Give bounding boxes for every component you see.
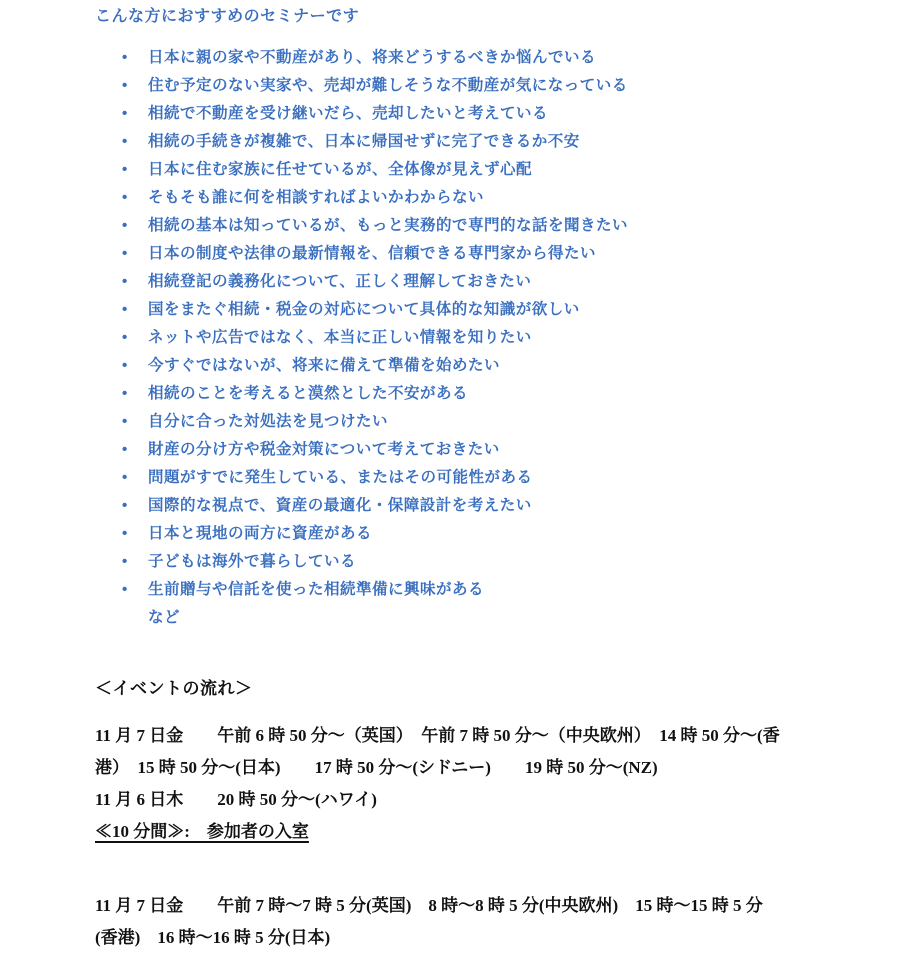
schedule-line: 11 月 6 日木 20 時 50 分～(ハワイ) <box>95 790 377 809</box>
recommend-list-item: • 国をまたぐ相続・税金の対応について具体的な知識が欲しい <box>148 296 864 324</box>
recommend-list-item: • 相続登記の義務化について、正しく理解しておきたい <box>148 268 864 296</box>
recommend-list <box>95 44 864 604</box>
schedule-line: 港） 15 時 50 分～(日本) 17 時 50 分～(シドニー) 19 時 50 分～(NZ) <box>95 758 658 777</box>
recommend-list-item: • 住む予定のない実家や、売却が難しそうな不動産が気になっている <box>148 72 864 100</box>
schedule-block-session-times <box>95 890 864 954</box>
recommend-section-title: こんな方におすすめのセミナーです <box>95 8 360 25</box>
recommend-trailing-text: など <box>148 609 181 626</box>
recommend-list-item: • 国際的な視点で、資産の最適化・保障設計を考えたい <box>148 492 864 520</box>
event-flow-heading: ＜イベントの流れ＞ <box>95 679 253 698</box>
recommend-list-item: • 相続の基本は知っているが、もっと実務的で専門的な話を聞きたい <box>148 212 864 240</box>
recommend-list-item: • ネットや広告ではなく、本当に正しい情報を知りたい <box>148 324 864 352</box>
recommend-list-item: • そもそも誰に何を相談すればよいかわからない <box>148 184 864 212</box>
recommend-list-item: • 相続で不動産を受け継いだら、売却したいと考えている <box>148 100 864 128</box>
recommend-list-item: • 財産の分け方や税金対策について考えておきたい <box>148 436 864 464</box>
schedule-block-start-times <box>95 720 864 816</box>
participant-entry-note: ≪10 分間≫: 参加者の入室 <box>95 822 309 841</box>
recommend-list-item: • 生前贈与や信託を使った相続準備に興味がある <box>148 576 864 604</box>
schedule-line: 11 月 7 日金 午前 7 時～7 時 5 分(英国) 8 時～8 時 5 分(中央欧州) 15 時～15 時 5 分 <box>95 896 763 915</box>
recommend-list-item: • 相続のことを考えると漠然とした不安がある <box>148 380 864 408</box>
recommend-list-item: • 自分に合った対処法を見つけたい <box>148 408 864 436</box>
recommend-list-item: • 日本に住む家族に任せているが、全体像が見えず心配 <box>148 156 864 184</box>
schedule-line: (香港) 16 時～16 時 5 分(日本) <box>95 928 331 947</box>
recommend-list-item: • 日本の制度や法律の最新情報を、信頼できる専門家から得たい <box>148 240 864 268</box>
recommend-list-item: • 子どもは海外で暮らしている <box>148 548 864 576</box>
recommend-list-item: • 問題がすでに発生している、またはその可能性がある <box>148 464 864 492</box>
schedule-line: 11 月 7 日金 午前 6 時 50 分～（英国） 午前 7 時 50 分～（中央欧州） 14 時 50 分～(香 <box>95 726 780 745</box>
recommend-list-item: • 相続の手続きが複雑で、日本に帰国せずに完了できるか不安 <box>148 128 864 156</box>
recommend-list-item: • 日本と現地の両方に資産がある <box>148 520 864 548</box>
recommend-list-item: • 日本に親の家や不動産があり、将来どうするべきか悩んでいる <box>148 44 864 72</box>
recommend-list-item: • 今すぐではないが、将来に備えて準備を始めたい <box>148 352 864 380</box>
